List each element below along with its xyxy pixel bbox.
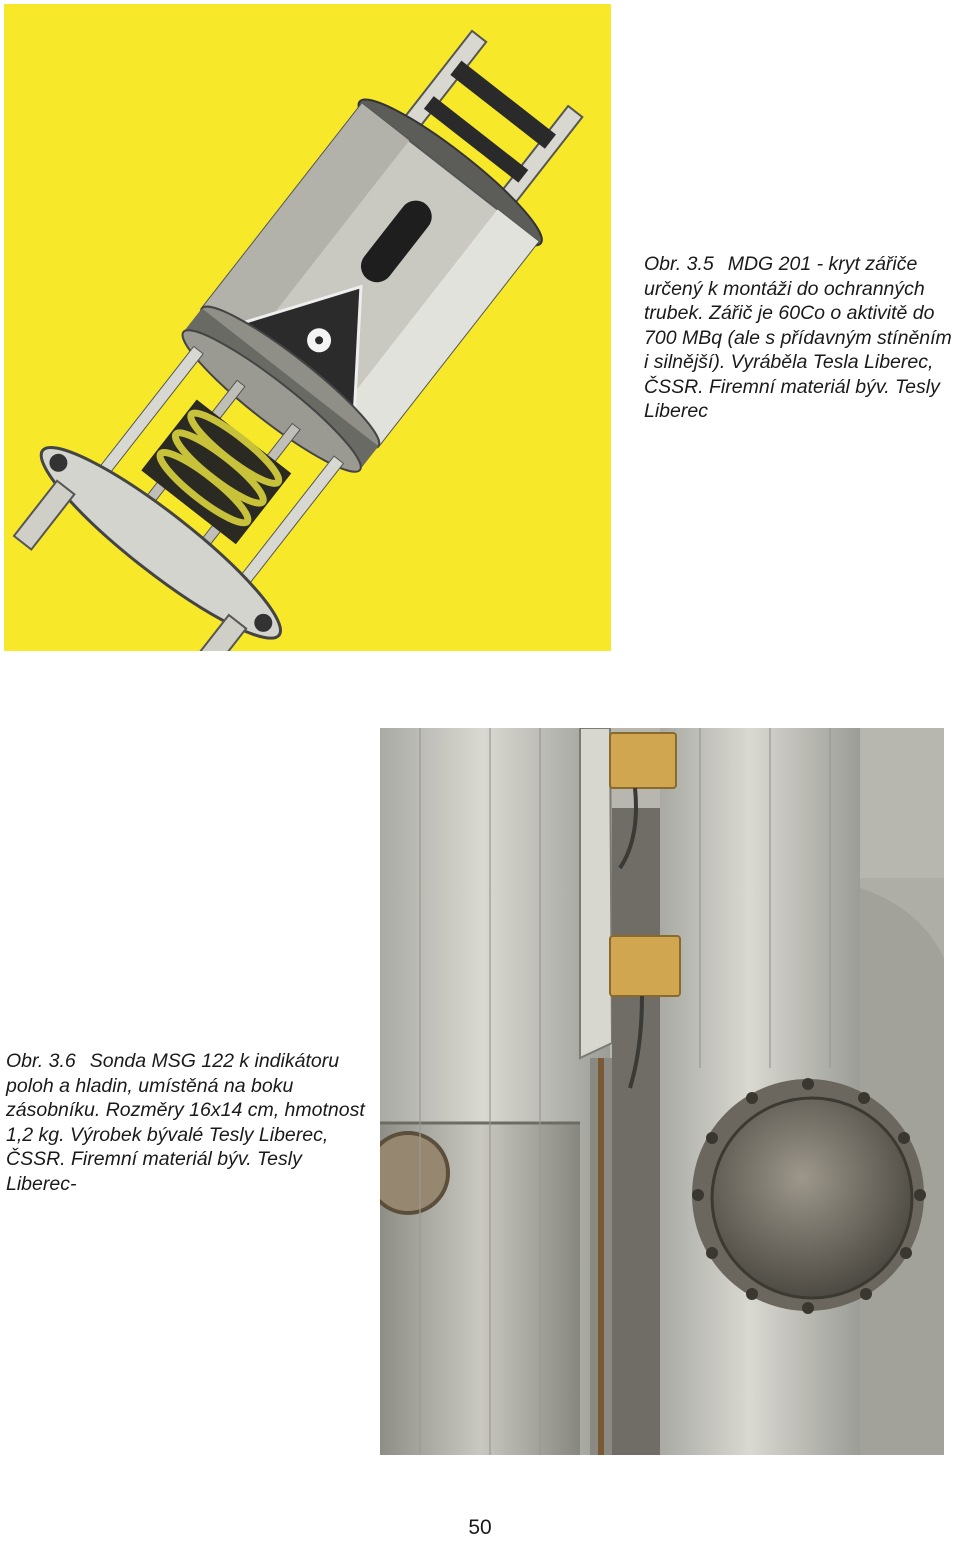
figure-caption-3-6 (6, 1049, 374, 1196)
figure-photo-tank-probe (380, 728, 944, 1455)
figure-label: Obr. 3.6 (6, 1050, 76, 1072)
tank-probe-illustration (380, 728, 944, 1455)
figure-photo-source-housing (4, 4, 611, 651)
page-number: 50 (468, 1516, 492, 1539)
figure-caption-text: MDG 201 - kryt zářiče určený k montáži do ochranných trubek. Zářič je 60Co o aktivitě do 700 MBq (ale s přídavným stíněním i silnější). Vyráběla Tesla Liberec, ČSSR. Firemní materiál býv. Tesly Liberec (644, 253, 952, 422)
figure-caption-3-5 (644, 252, 954, 424)
source-housing-illustration (4, 4, 611, 651)
figure-label: Obr. 3.5 (644, 253, 714, 275)
figure-caption-text: Sonda MSG 122 k indikátoru poloh a hladin, umístěná na boku zásobníku. Rozměry 16x14 cm, hmotnost 1,2 kg. Výrobek bývalé Tesly Liberec, ČSSR. Firemní materiál býv. Tesly Liberec- (6, 1050, 365, 1195)
